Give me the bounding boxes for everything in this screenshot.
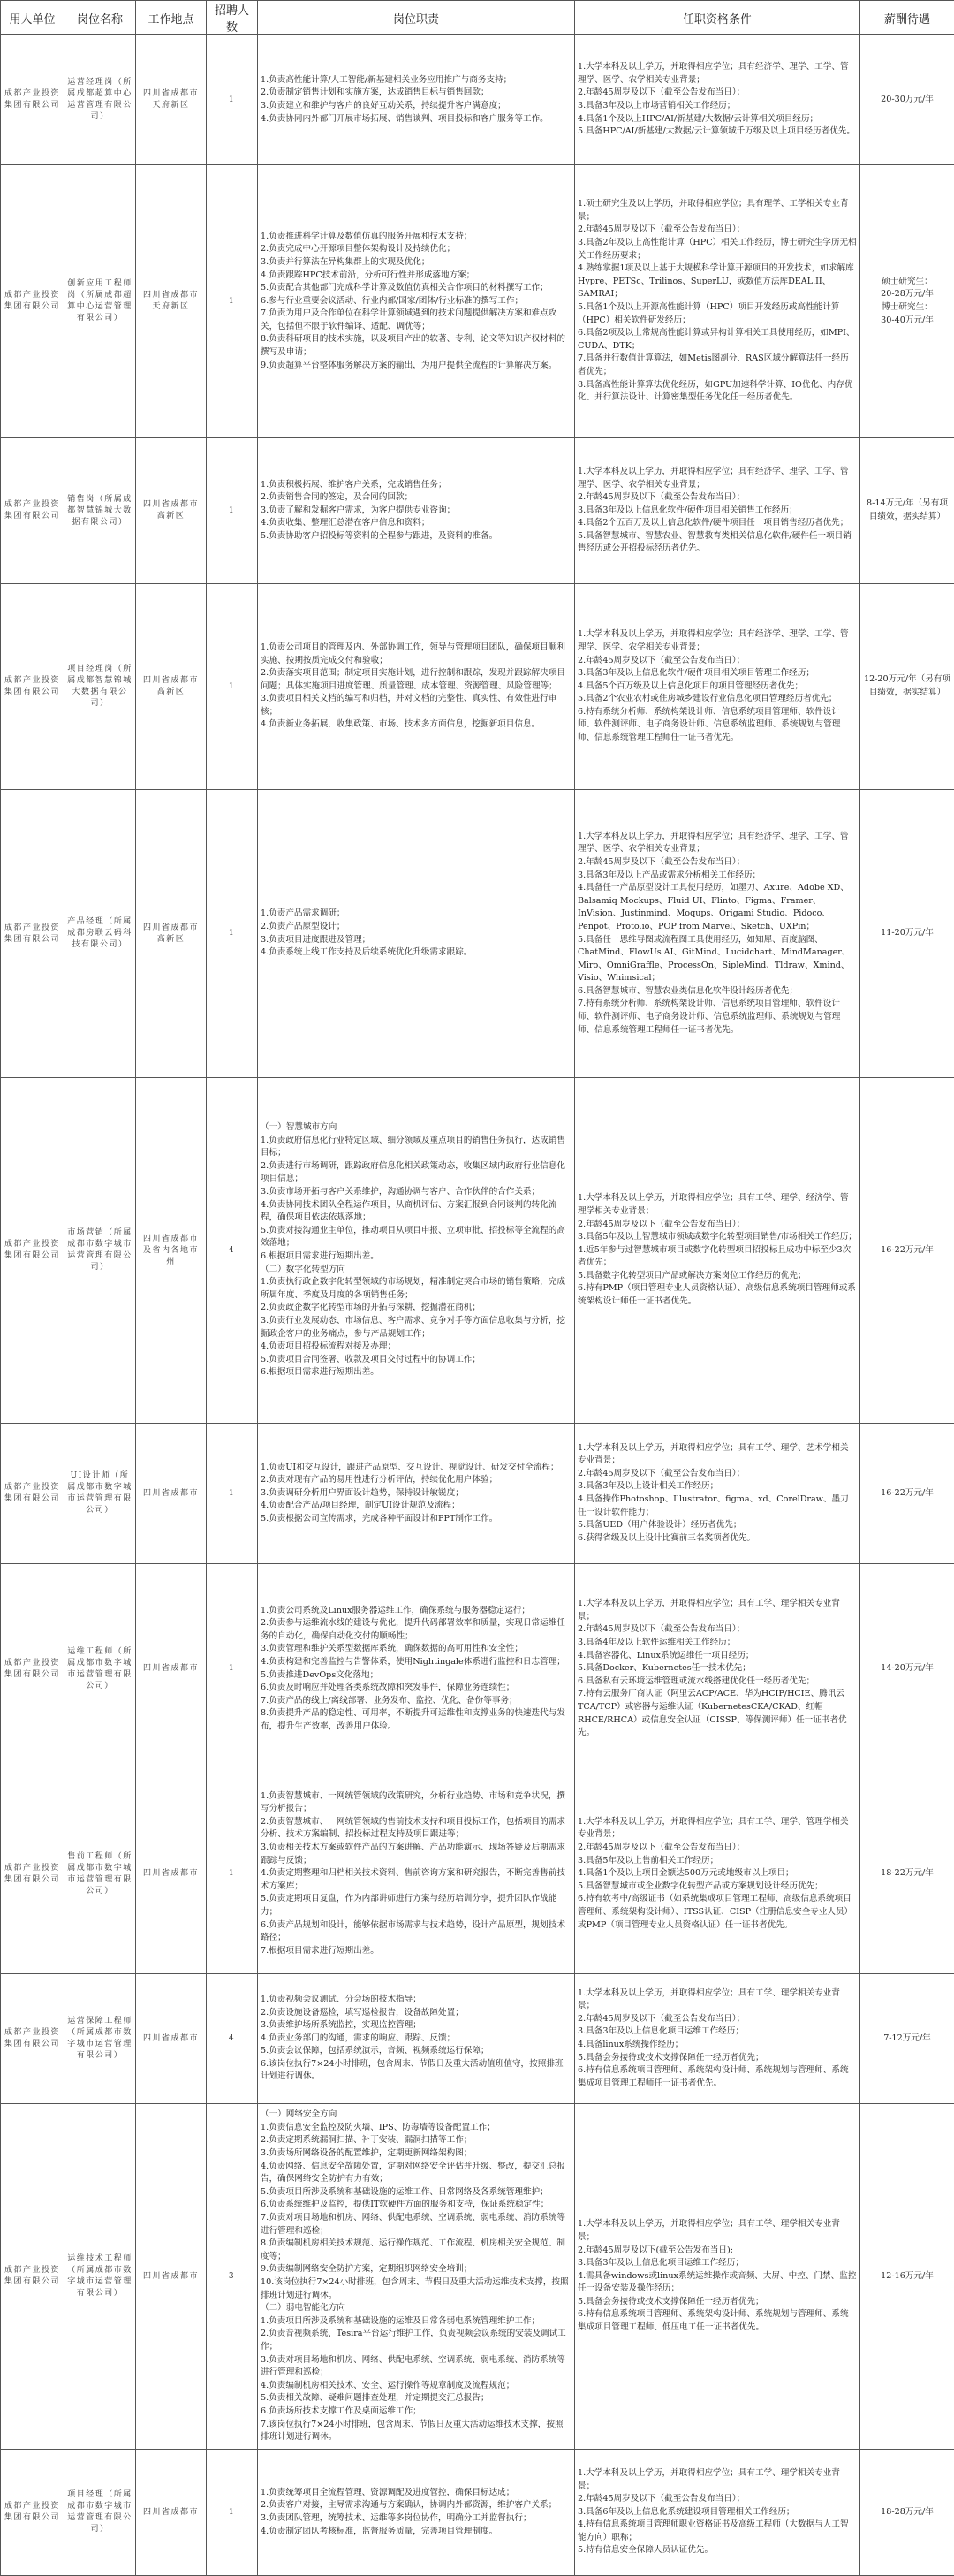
list-item: （二）数字化转型方向 bbox=[261, 1264, 572, 1277]
salary-cell bbox=[860, 438, 954, 584]
list-item: 6.负责及时响应并处理各类系统故障和突发事件，保障业务连续性； bbox=[261, 1682, 572, 1695]
salary-cell bbox=[860, 2104, 954, 2450]
list-item: 4.负责编制机房相关技术、安全、运行操作等规章制度及流程规范； bbox=[261, 2380, 572, 2393]
table-row bbox=[1, 35, 954, 165]
list-item: 1.大学本科及以上学历，并取得相应学位；具有工学、理学相关专业背景； bbox=[578, 1598, 857, 1623]
list-item: 1.硕士研究生及以上学历，并取得相应学位；具有理学、工学相关专业背景； bbox=[578, 198, 857, 224]
list-item: 2.年龄45周岁及以下（截至公告发布当日）； bbox=[578, 2013, 857, 2026]
list-item: 5.具备Docker、Kubernetes任一技术优先； bbox=[578, 1662, 857, 1676]
list-item: 4.负责制定团队考核标准，监督服务质量，完善项目管理制度。 bbox=[261, 2526, 572, 2539]
qualifications-cell bbox=[575, 1564, 860, 1774]
list-item: 1.负责信息安全监控及防火墙、IPS、防毒墙等设备配置工作； bbox=[261, 2122, 572, 2135]
list-item: 1.负责统筹项目全流程管理、资源调配及进度管控，确保目标达成； bbox=[261, 2487, 572, 2500]
count-cell: 1 bbox=[207, 1564, 258, 1774]
header-duties: 岗位职责 bbox=[258, 1, 575, 35]
position-cell: 创新应用工程师岗（所属成都超算中心运营管理有限公司） bbox=[64, 165, 136, 438]
list-item: 8.负责提升产品的稳定性、可用率，不断提升可运维性和支撑业务的快速迭代与发布，提升生产效率，改善用户体验。 bbox=[261, 1707, 572, 1733]
list-item: 1.负责公司项目的管理及内、外部协调工作，领导与管理项目团队，确保项目顺利实施、按期按质完成交付和验收； bbox=[261, 642, 572, 667]
list-item: 5.具备2个农业农村或住房城乡建设行业信息化项目管理经历者优先； bbox=[578, 693, 857, 706]
salary-line: 12-16万元/年 bbox=[863, 2270, 951, 2283]
list-item: 2.年龄45周岁及以下（截至公告发布当日）； bbox=[578, 655, 857, 668]
salary-line: 18-22万元/年 bbox=[863, 1867, 951, 1881]
list-item: 6.持有信息系统项目管理师、系统架构设计师、系统规划与管理师、系统集成项目管理工程师、低压电工任一证书者优先。 bbox=[578, 2308, 857, 2334]
list-item: 1.负责产品需求调研； bbox=[261, 908, 572, 921]
list-item: 4.熟练掌握1项及以上基于大规模科学计算开源项目的开发技术，如求解库Hypre、PETSc、Trilinos、SuperLU，或数值方法库DEAL.II、SAMRAI； bbox=[578, 262, 857, 301]
list-item: 3.负责项目进度跟进及管理； bbox=[261, 934, 572, 947]
table-row bbox=[1, 1078, 954, 1424]
list-item: 6.参与行业重要会议活动、行业内部/国家/团体/行业标准的撰写工作； bbox=[261, 295, 572, 308]
location-cell: 四川省成都市高新区 bbox=[136, 438, 207, 584]
list-item: 2.负责参与运维流水线的建设与优化，提升代码部署效率和质量，实现日常运维任务的自动化，确保自动化交付的顺畅性； bbox=[261, 1617, 572, 1643]
list-item: 5.负责项目合同签署、收款及项目交付过程中的协调工作； bbox=[261, 1354, 572, 1367]
list-item: 2.负责完成中心开源项目整体架构设计及持续优化； bbox=[261, 243, 572, 256]
list-item: 8.负责科研项目的技术实施，以及项目产出的软著、专利、论文等知识产权材料的撰写及申请； bbox=[261, 333, 572, 359]
header-salary: 薪酬待遇 bbox=[860, 1, 954, 35]
table-row bbox=[1, 1974, 954, 2104]
list-item: 3.负责建立和维护与客户的良好互动关系，持续提升客户满意度； bbox=[261, 100, 572, 113]
table-row bbox=[1, 1424, 954, 1564]
position-cell: 市场营销（所属成都市数字城市运营管理有限公司） bbox=[64, 1078, 136, 1424]
list-item: 1.负责高性能计算/人工智能/新基建相关业务应用推广与商务支持； bbox=[261, 74, 572, 87]
list-item: 3.具备3年及以上信息化软件/硬件项目相关项目管理工作经历； bbox=[578, 667, 857, 680]
unit-cell: 成都产业投资集团有限公司 bbox=[1, 2450, 64, 2576]
unit-cell: 成都产业投资集团有限公司 bbox=[1, 584, 64, 790]
salary-cell bbox=[860, 584, 954, 790]
list-item: 3.具备3年及以上产品或需求分析相关工作经历； bbox=[578, 870, 857, 883]
list-item: 2.年龄45周岁及以下（截至公告发布当日）； bbox=[578, 2493, 857, 2506]
position-cell: UI设计师（所属成都市数字城市运营管理有限公司） bbox=[64, 1424, 136, 1564]
header-location: 工作地点 bbox=[136, 1, 207, 35]
list-item: 2.负责智慧城市、一网统管领域的售前技术支持和项目投标工作，包括项目的需求分析、技术方案编制、招投标过程支持及项目跟进等； bbox=[261, 1816, 572, 1842]
salary-line: 18-28万元/年 bbox=[863, 2506, 951, 2519]
unit-cell: 成都产业投资集团有限公司 bbox=[1, 2104, 64, 2450]
list-item: 4.负责网络、信息安全故障处置，定期对网络安全评估并升级、整改，提交汇总报告，确保网络安全防护有力有效； bbox=[261, 2161, 572, 2186]
list-item: 1.负责UI和交互设计，跟进产品原型、交互设计、视觉设计、研发交付全流程； bbox=[261, 1462, 572, 1475]
list-item: 3.负责场所网络设备的配置维护，定期更新网络架构图； bbox=[261, 2147, 572, 2161]
list-item: 1.大学本科及以上学历，并取得相应学位；具有工学、理学、艺术学相关专业背景； bbox=[578, 1442, 857, 1468]
list-item: 3.负责并行算法在异构集群上的实现及优化； bbox=[261, 256, 572, 270]
table-header-row bbox=[1, 1, 954, 35]
list-item: 5.具备智慧城市、智慧农业、智慧教育类相关信息化软件/硬件任一项目销售经历或公开招投标经历者优先。 bbox=[578, 530, 857, 556]
list-item: 5.具备任一思维导图或流程图工具使用经历，如知犀、百度脑图、ChatMind、FlowUs AI、GitMind、Lucidchart、MindManager、Miro、OmniGraffle、ProcessOn、SipleMind、Tldraw、Xmind、Visio、Whimsical； bbox=[578, 934, 857, 985]
list-item: 7.持有系统分析师、系统构架设计师、信息系统项目管理师、软件设计师、软件测评师、电子商务设计师、信息系统监理师、系统规划与管理师、信息系统管理工程师任一证书者优先。 bbox=[578, 998, 857, 1037]
salary-cell bbox=[860, 35, 954, 165]
list-item: 1.大学本科及以上学历，并取得相应学位；具有经济学、理学、工学、管理学、医学、农学相关专业背景； bbox=[578, 628, 857, 654]
list-item: 3.具备2年及以上高性能计算（HPC）相关工作经历，博士研究生学历无相关工作经历要求； bbox=[578, 237, 857, 262]
list-item: 6.负责产品规划和设计，能够依据市场需求与技术趋势，设计产品原型，规划技术路径； bbox=[261, 1919, 572, 1945]
salary-cell bbox=[860, 790, 954, 1078]
salary-cell bbox=[860, 1774, 954, 1974]
list-item: 4.负责项目招投标流程对接及办理； bbox=[261, 1341, 572, 1354]
list-item: 5.负责项目所涉及系统和基础设施的运维工作、日常网络及各系统管理维护； bbox=[261, 2186, 572, 2200]
salary-cell bbox=[860, 165, 954, 438]
list-item: 6.根据项目需求进行短期出差。 bbox=[261, 1366, 572, 1379]
list-item: 6.具备2项及以上常规高性能计算或异构计算相关工具使用经历，如MPI、CUDA、DTK； bbox=[578, 327, 857, 353]
list-item: 1.负责公司系统及Linux服务器运维工作，确保系统与服务器稳定运行； bbox=[261, 1605, 572, 1618]
list-item: 6.负责系统维护及监控，提供IT软硬件方面的服务和支持，保证系统稳定性； bbox=[261, 2199, 572, 2212]
location-cell: 四川省成都市高新区 bbox=[136, 584, 207, 790]
list-item: 1.大学本科及以上学历，并取得相应学位；具有工学、理学相关专业背景； bbox=[578, 2218, 857, 2244]
list-item: 4.具备1个及以上HPC/AI/新基建/大数据/云计算相关项目经历； bbox=[578, 113, 857, 126]
list-item: 5.具备会务接待或技术支撑保障任一经历者优先； bbox=[578, 2052, 857, 2065]
list-item: 2.负责对现有产品的易用性进行分析评估，持续优化用户体验； bbox=[261, 1474, 572, 1487]
list-item: 4.负责系统上线工作支持及后续系统优化升级需求跟踪。 bbox=[261, 946, 572, 960]
unit-cell: 成都产业投资集团有限公司 bbox=[1, 790, 64, 1078]
position-cell: 产品经理（所属成都房联云码科技有限公司） bbox=[64, 790, 136, 1078]
table-row bbox=[1, 1774, 954, 1974]
list-item: 9.负责编制网络安全防护方案，定期组织网络安全培训； bbox=[261, 2263, 572, 2276]
list-item: 5.具备智慧城市或企业数字化转型产品或方案规划设计经历优先； bbox=[578, 1881, 857, 1894]
count-cell: 1 bbox=[207, 35, 258, 165]
list-item: 4.具备任一产品原型设计工具使用经历，如墨刀、Axure、Adobe XD、Balsamiq Mockups、Fluid UI、Flinto、Figma、Framer、InVision、Justinmind、Moqups、Origami Studio、Pidoco、Penpot、Proto.io、POP from Marvel、Sketch、UXPin； bbox=[578, 882, 857, 933]
count-cell: 1 bbox=[207, 438, 258, 584]
list-item: 4.负责构建和完善监控与告警体系，使用Nightingale体系进行监控和日志管理； bbox=[261, 1656, 572, 1669]
qualifications-cell bbox=[575, 438, 860, 584]
list-item: 6.持有PMP（项目管理专业人员资格认证）、高级信息系统项目管理师或系统架构设计师任一证书者优先。 bbox=[578, 1282, 857, 1308]
qualifications-cell bbox=[575, 790, 860, 1078]
list-item: 2.年龄45周岁及以下（截至公告发布当日）； bbox=[578, 1219, 857, 1232]
list-item: 3.具备3年及以上市场营销相关工作经历； bbox=[578, 100, 857, 113]
list-item: 3.具备6年及以上信息化系统建设项目管理相关工作经历； bbox=[578, 2506, 857, 2519]
duties-cell bbox=[258, 584, 575, 790]
list-item: 6.获得省级及以上设计比赛前三名奖项者优先。 bbox=[578, 1532, 857, 1546]
list-item: 6.具备智慧城市、智慧农业类信息化软件设计经历者优先； bbox=[578, 985, 857, 999]
list-item: 1.大学本科及以上学历，并取得相应学位；具有经济学、理学、工学、管理学、医学、农学相关专业背景； bbox=[578, 831, 857, 856]
list-item: 1.负责政府信息化行业特定区域、细分领域及重点项目的销售任务执行，达成销售目标； bbox=[261, 1135, 572, 1160]
list-item: 4.具备操作Photoshop、Illustrator、figma、xd、CorelDraw、墨刀任一设计软件能力； bbox=[578, 1493, 857, 1519]
count-cell: 4 bbox=[207, 1078, 258, 1424]
location-cell: 四川省成都市天府新区 bbox=[136, 165, 207, 438]
list-item: 2.负责定期系统漏洞扫描、补丁安装、漏洞扫描等工作； bbox=[261, 2134, 572, 2147]
salary-cell bbox=[860, 1564, 954, 1774]
location-cell: 四川省成都市 bbox=[136, 1424, 207, 1564]
list-item: 7.该岗位执行7×24小时排班，包含周末、节假日及重大活动运维技术支撑，按照排班计划进行调休。 bbox=[261, 2419, 572, 2444]
list-item: 1.负责推进科学计算及数值仿真的服务开展和技术支持； bbox=[261, 231, 572, 244]
list-item: 1.大学本科及以上学历，并取得相应学位；具有经济学、理学、工学、管理学、医学、农学相关专业背景； bbox=[578, 466, 857, 491]
location-cell: 四川省成都市天府新区 bbox=[136, 35, 207, 165]
unit-cell: 成都产业投资集团有限公司 bbox=[1, 438, 64, 584]
list-item: 2.负责进行市场调研，跟踪政府信息化相关政策动态，收集区域内政府行业信息化项目信息； bbox=[261, 1160, 572, 1186]
list-item: 4.负责跟踪HPC技术前沿，分析可行性并形成落地方案； bbox=[261, 270, 572, 283]
location-cell: 四川省成都市 bbox=[136, 1564, 207, 1774]
list-item: 7.负责为用户及合作单位在科学计算领域遇到的技术问题提供解决方案和难点攻关，包括但不限于软件编译、适配、调优等； bbox=[261, 308, 572, 333]
list-item: 4.具备2个五百万及以上信息化软件/硬件项目任一项目销售经历者优先； bbox=[578, 517, 857, 530]
salary-line: 硕士研究生： bbox=[863, 276, 951, 289]
qualifications-cell bbox=[575, 2104, 860, 2450]
count-cell: 1 bbox=[207, 584, 258, 790]
list-item: 2.年龄45周岁及以下（截至公告发布当日）； bbox=[578, 1842, 857, 1855]
unit-cell: 成都产业投资集团有限公司 bbox=[1, 165, 64, 438]
list-item: 3.具备5年及以上售前相关工作经历； bbox=[578, 1855, 857, 1868]
salary-line: 20-30万元/年 bbox=[863, 94, 951, 107]
list-item: 2.年龄45周岁及以下（截至公告发布当日）； bbox=[578, 856, 857, 870]
list-item: 4.具备5个百万级及以上信息化项目的项目管理经历者优先； bbox=[578, 680, 857, 694]
unit-cell: 成都产业投资集团有限公司 bbox=[1, 1774, 64, 1974]
list-item: 2.年龄45周岁及以下(截至公告发布当日); bbox=[578, 2245, 857, 2258]
list-item: 7.负责对项目场地和机房、网络、供配电系统、空调系统、弱电系统、消防系统等进行管理和巡检； bbox=[261, 2212, 572, 2238]
salary-line: 16-22万元/年 bbox=[863, 1487, 951, 1501]
list-item: 1.大学本科及以上学历，并取得相应学位；具有工学、理学、经济学、管理学相关专业背景； bbox=[578, 1192, 857, 1218]
position-cell: 售前工程师（所属成都市数字城市运营管理有限公司） bbox=[64, 1774, 136, 1974]
list-item: 1.负责积极拓展、维护客户关系，完成销售任务； bbox=[261, 479, 572, 492]
count-cell: 1 bbox=[207, 790, 258, 1078]
list-item: 2.负责设施设备巡检，填写巡检报告，设备故障处置； bbox=[261, 2007, 572, 2020]
duties-cell bbox=[258, 1078, 575, 1424]
qualifications-cell bbox=[575, 1774, 860, 1974]
count-cell: 1 bbox=[207, 165, 258, 438]
duties-cell bbox=[258, 1974, 575, 2104]
list-item: 5.具备UED（用户体验设计）经历者优先； bbox=[578, 1519, 857, 1532]
list-item: 4.负责收集、整理汇总潜在客户信息和资料； bbox=[261, 517, 572, 530]
list-item: 1.负责项目所涉及系统和基础设施的运维及日常各弱电系统管理维护工作； bbox=[261, 2315, 572, 2329]
list-item: 3.负责调研分析用户界面设计趋势，保持设计敏锐度； bbox=[261, 1487, 572, 1501]
list-item: 5.具备数字化转型项目产品或解决方案岗位工作经历的优先； bbox=[578, 1270, 857, 1283]
salary-cell bbox=[860, 2450, 954, 2576]
list-item: 2.年龄45周岁及以下（截至公告发布当日）； bbox=[578, 87, 857, 100]
location-cell: 四川省成都市 bbox=[136, 1974, 207, 2104]
list-item: 4.负责业务部门的沟通，需求的响应、跟踪、反馈； bbox=[261, 2033, 572, 2046]
list-item: 2.年龄45周岁及以下（截至公告发布当日）； bbox=[578, 224, 857, 237]
list-item: 8.负责编制机房相关技术规范、运行操作规范、工作流程、机房相关安全规范、制度等； bbox=[261, 2238, 572, 2263]
list-item: 4.具备容器化、Linux系统运维任一项目经历； bbox=[578, 1650, 857, 1663]
list-item: 4.负责协同内外部门开展市场拓展、销售谈判、项目投标和客户服务等工作。 bbox=[261, 113, 572, 126]
list-item: 5.持有信息安全保障人员认证优先。 bbox=[578, 2544, 857, 2557]
duties-cell bbox=[258, 790, 575, 1078]
table-row bbox=[1, 165, 954, 438]
list-item: 4.具备1个及以上项目金额达500万元或地级市以上项目； bbox=[578, 1867, 857, 1881]
list-item: 3.负责了解和发掘客户需求，为客户提供专业咨询； bbox=[261, 505, 572, 518]
salary-line: 30-40万元/年 bbox=[863, 315, 951, 328]
duties-cell bbox=[258, 2104, 575, 2450]
list-item: 3.负责维护场所系统监控，实现监控管理； bbox=[261, 2019, 572, 2033]
unit-cell: 成都产业投资集团有限公司 bbox=[1, 1564, 64, 1774]
salary-cell bbox=[860, 1078, 954, 1424]
list-item: 2.年龄45周岁及以下（截至公告发布当日）； bbox=[578, 1468, 857, 1481]
salary-line: 11-20万元/年 bbox=[863, 927, 951, 940]
table-row bbox=[1, 584, 954, 790]
duties-cell bbox=[258, 1774, 575, 1974]
unit-cell: 成都产业投资集团有限公司 bbox=[1, 1078, 64, 1424]
duties-cell bbox=[258, 35, 575, 165]
table-row bbox=[1, 2450, 954, 2576]
list-item: 3.具备3年及以上信息化项目运维工作经历； bbox=[578, 2025, 857, 2039]
duties-cell bbox=[258, 1424, 575, 1564]
header-position: 岗位名称 bbox=[64, 1, 136, 35]
position-cell: 运营保障工程师（所属成都市数字城市运营管理有限公司） bbox=[64, 1974, 136, 2104]
list-item: 3.负责行业发展动态、市场信息、客户需求、竞争对手等方面信息收集与分析，挖掘政企客户的业务痛点，参与产品规划工作； bbox=[261, 1315, 572, 1341]
list-item: 7.根据项目需求进行短期出差。 bbox=[261, 1945, 572, 1958]
list-item: 2.负责客户对接，主导需求沟通与方案确认，协调内外部资源，维护客户关系； bbox=[261, 2499, 572, 2512]
count-cell: 1 bbox=[207, 1424, 258, 1564]
list-item: 4.负责协同技术团队全程运作项目，从商机评估、方案汇报到合同谈判的转化流程，确保项目依法依规落地； bbox=[261, 1199, 572, 1225]
header-unit: 用人单位 bbox=[1, 1, 64, 35]
list-item: 5.具备会务接待或技术支撑保障任一经历者优先； bbox=[578, 2296, 857, 2309]
salary-line: 16-22万元/年 bbox=[863, 1244, 951, 1258]
list-item: 1.大学本科及以上学历，并取得相应学位；具有工学、理学相关专业背景； bbox=[578, 1987, 857, 2013]
salary-line: 12-20万元/年（另有项目绩效，据实结算） bbox=[863, 673, 951, 699]
list-item: 10.该岗位执行7×24小时排班，包含周末、节假日及重大活动运维技术支撑，按照排班计划进行调休。 bbox=[261, 2276, 572, 2302]
list-item: 5.负责相关故障、疑难问题排查处理，并定期提交汇总报告； bbox=[261, 2392, 572, 2405]
count-cell: 1 bbox=[207, 2450, 258, 2576]
position-cell: 运维工程师（所属成都市数字城市运营管理有限公司） bbox=[64, 1564, 136, 1774]
count-cell: 3 bbox=[207, 2104, 258, 2450]
list-item: 4.持有信息系统项目管理师职业资格证书及高级工程师（大数据与人工智能方向）职称； bbox=[578, 2519, 857, 2544]
list-item: 6.该岗位执行7×24小时排班，包含周末、节假日及重大活动值班值守，按照排班计划进行调休。 bbox=[261, 2058, 572, 2084]
header-count: 招聘人数 bbox=[207, 1, 258, 35]
duties-cell bbox=[258, 438, 575, 584]
list-item: 4.负责定期整理和归档相关技术资料、售前咨询方案和研究报告，不断完善售前技术方案库； bbox=[261, 1867, 572, 1893]
list-item: 6.持有信息系统项目管理师、系统架构设计师、系统规划与管理师、系统集成项目管理工程师任一证书者优先。 bbox=[578, 2064, 857, 2090]
list-item: 5.负责推进DevOps文化落地； bbox=[261, 1669, 572, 1683]
location-cell: 四川省成都市 bbox=[136, 2450, 207, 2576]
list-item: （一）智慧城市方向 bbox=[261, 1121, 572, 1135]
list-item: 9.负责超算平台整体服务解决方案的输出，为用户提供全流程的计算解决方案。 bbox=[261, 360, 572, 373]
salary-cell bbox=[860, 1974, 954, 2104]
list-item: 7.负责产品的线上/离线部署、业务发布、监控、优化、备份等事务； bbox=[261, 1695, 572, 1708]
header-qualifications: 任职资格条件 bbox=[575, 1, 860, 35]
position-cell: 项目经理岗（所属成都智慧锦城大数据有限公司） bbox=[64, 584, 136, 790]
table-row bbox=[1, 2104, 954, 2450]
list-item: 5.具备HPC/AI/新基建/大数据/云计算领域千万级及以上项目经历者优先。 bbox=[578, 125, 857, 139]
list-item: 3.负责项目相关文档的编写和归档，并对文档的完整性、真实性、有效性进行审核； bbox=[261, 693, 572, 718]
list-item: 1.大学本科及以上学历，并取得相应学位；具有工学、理学、管理学相关专业背景； bbox=[578, 1816, 857, 1842]
table-row bbox=[1, 1564, 954, 1774]
list-item: 1.负责智慧城市、一网统管领域的政策研究，分析行业趋势、市场和竞争状况，撰写分析报告； bbox=[261, 1790, 572, 1816]
list-item: 3.具备5年及以上智慧城市领域或数字化转型项目销售/市场相关工作经历； bbox=[578, 1231, 857, 1244]
list-item: 6.具备私有云环境运维管理或流水线搭建优化任一经历者优先； bbox=[578, 1676, 857, 1689]
salary-cell bbox=[860, 1424, 954, 1564]
duties-cell bbox=[258, 2450, 575, 2576]
list-item: 2.负责产品原型设计； bbox=[261, 921, 572, 934]
qualifications-cell bbox=[575, 165, 860, 438]
list-item: 3.具备3年及以上信息化软件/硬件项目相关销售工作经历； bbox=[578, 505, 857, 518]
list-item: 3.负责团队管理，统筹技术、运维等多岗位协作，明确分工并监督执行； bbox=[261, 2512, 572, 2526]
list-item: 6.持有软考中/高级证书（如系统集成项目管理工程师、高级信息系统项目管理师、系统架构设计师）、ITSS认证、CISP（注册信息安全专业人员）或PMP（项目管理专业人员资格认证）任一证书者优先。 bbox=[578, 1893, 857, 1932]
list-item: 5.负责定期项目复盘，作为内部讲师进行方案与经历培训分享，提升团队作战能力； bbox=[261, 1893, 572, 1919]
location-cell: 四川省成都市 bbox=[136, 1774, 207, 1974]
list-item: 3.负责相关技术方案或软件产品的方案讲解、产品功能演示、现场答疑及后期需求跟踪与反馈； bbox=[261, 1842, 572, 1867]
position-cell: 运维技术工程师（所属成都市数字城市运营管理有限公司） bbox=[64, 2104, 136, 2450]
list-item: 4.负责新业务拓展，收集政策、市场、技术多方面信息，挖掘新项目信息。 bbox=[261, 718, 572, 732]
count-cell: 4 bbox=[207, 1974, 258, 2104]
unit-cell: 成都产业投资集团有限公司 bbox=[1, 1974, 64, 2104]
location-cell: 四川省成都市 bbox=[136, 2104, 207, 2450]
list-item: 7.持有云服务厂商认证（阿里云ACP/ACE、华为HCIP/HCIE、腾讯云TCA/TCP）或容器与运维认证（KubernetesCKA/CKAD、红帽RHCE/RHCA）或信息安全认证（CISSP、等保测评师）任一证书者优先。 bbox=[578, 1688, 857, 1739]
list-item: 1.负责视频会议测试、分会场的技术指导； bbox=[261, 1994, 572, 2007]
salary-line: 20-28万元/年 bbox=[863, 288, 951, 301]
location-cell: 四川省成都市高新区 bbox=[136, 790, 207, 1078]
list-item: 3.具备3年及以上信息化项目运维工作经历； bbox=[578, 2257, 857, 2270]
list-item: 3.负责管理和维护关系型数据库系统，确保数据的高可用性和安全性； bbox=[261, 1643, 572, 1656]
unit-cell: 成都产业投资集团有限公司 bbox=[1, 35, 64, 165]
list-item: 5.负责对接沟通业主单位，推动项目从项目申报、立项审批、招投标等全流程的高效落地； bbox=[261, 1225, 572, 1250]
list-item: 2.年龄45周岁及以下（截至公告发布当日）； bbox=[578, 1623, 857, 1637]
list-item: 4.具备linux系统操作经历； bbox=[578, 2039, 857, 2052]
list-item: 5.负责根据公司宣传需求，完成各种平面设计和PPT制作工作。 bbox=[261, 1513, 572, 1526]
list-item: 2.负责音视频系统、Tesira平台运行维护工作，负责视频会议系统的安装及调试工作； bbox=[261, 2328, 572, 2353]
list-item: 2.负责销售合同的签定，及合同的回款； bbox=[261, 491, 572, 505]
list-item: 6.负责场所技术支撑工作及桌面运维工作； bbox=[261, 2405, 572, 2419]
table-row bbox=[1, 790, 954, 1078]
list-item: 3.具备3年及以上设计相关工作经历； bbox=[578, 1480, 857, 1493]
position-cell: 销售岗（所属成都智慧锦城大数据有限公司） bbox=[64, 438, 136, 584]
position-cell: 项目经理（所属成都市数字城市运营管理有限公司） bbox=[64, 2450, 136, 2576]
list-item: （二）弱电智能化方向 bbox=[261, 2302, 572, 2315]
list-item: 5.具备1个及以上开源高性能计算（HPC）项目开发经历或高性能计算（HPC）相关软件研发经历； bbox=[578, 301, 857, 327]
list-item: 4.需具备windows或linux系统运维操作或音频、大屏、中控、门禁、监控任一设备安装及操作经历； bbox=[578, 2270, 857, 2296]
position-cell: 运营经理岗（所属成都超算中心运营管理有限公司） bbox=[64, 35, 136, 165]
list-item: 4.负责配合产品/项目经理，制定UI设计规范及流程； bbox=[261, 1500, 572, 1513]
list-item: 3.具备4年及以上软件运维相关工作经历； bbox=[578, 1637, 857, 1650]
list-item: 5.负责协助客户招投标等资料的全程参与跟进，及资料的准备。 bbox=[261, 530, 572, 543]
list-item: 2.负责落实项目范围；制定项目实施计划，进行控制和跟踪，发现并跟踪解决项目问题；具体实施项目进度管理、质量管理、成本管理、资源管理、风险管理等； bbox=[261, 667, 572, 693]
list-item: 5.负责会议保障，包括系统演示，音频、视频系统运行保障； bbox=[261, 2045, 572, 2058]
location-cell: 四川省成都市及省内各地市州 bbox=[136, 1078, 207, 1424]
qualifications-cell bbox=[575, 1424, 860, 1564]
salary-line: 8-14万元/年（另有项目绩效，据实结算） bbox=[863, 498, 951, 523]
list-item: 3.负责对项目场地和机房、网络、供配电系统、空调系统、弱电系统、消防系统等进行管理和巡检； bbox=[261, 2354, 572, 2380]
duties-cell bbox=[258, 1564, 575, 1774]
qualifications-cell bbox=[575, 584, 860, 790]
list-item: 1.负责执行政企数字化转型领域的市场规划，精准制定契合市场的销售策略，完成所属年度、季度及月度的各项销售任务； bbox=[261, 1276, 572, 1302]
list-item: 1.大学本科及以上学历，并取得相应学位；具有工学、理学相关专业背景； bbox=[578, 2467, 857, 2493]
unit-cell: 成都产业投资集团有限公司 bbox=[1, 1424, 64, 1564]
list-item: 3.负责市场开拓与客户关系维护，沟通协调与客户、合作伙伴的合作关系； bbox=[261, 1186, 572, 1199]
list-item: 1.大学本科及以上学历，并取得相应学位；具有经济学、理学、工学、管理学、医学、农学相关专业背景； bbox=[578, 61, 857, 87]
qualifications-cell bbox=[575, 1974, 860, 2104]
qualifications-cell bbox=[575, 35, 860, 165]
count-cell: 1 bbox=[207, 1774, 258, 1974]
list-item: 6.根据项目需求进行短期出差。 bbox=[261, 1250, 572, 1264]
list-item: （一）网络安全方向 bbox=[261, 2109, 572, 2122]
list-item: 2.负责制定销售计划和实施方案，达成销售目标与销售回款； bbox=[261, 87, 572, 100]
qualifications-cell bbox=[575, 1078, 860, 1424]
list-item: 2.负责政企数字化转型市场的开拓与深耕，挖掘潜在商机； bbox=[261, 1302, 572, 1315]
duties-cell bbox=[258, 165, 575, 438]
qualifications-cell bbox=[575, 2450, 860, 2576]
list-item: 5.负责配合其他部门完成科学计算及数值仿真相关合作项目的材料撰写工作； bbox=[261, 282, 572, 295]
salary-line: 14-20万元/年 bbox=[863, 1662, 951, 1676]
salary-line: 博士研究生： bbox=[863, 301, 951, 315]
salary-line: 7-12万元/年 bbox=[863, 2033, 951, 2046]
table-row bbox=[1, 438, 954, 584]
list-item: 7.具备并行数值计算算法，如Metis图剖分、RAS区域分解算法任一经历者优先； bbox=[578, 353, 857, 378]
list-item: 2.年龄45周岁及以下（截至公告发布当日）； bbox=[578, 491, 857, 505]
list-item: 8.具备高性能计算算法优化经历，如GPU加速科学计算、IO优化、内存优化、并行算法设计、计算密集型任务优化任一经历者优先。 bbox=[578, 379, 857, 405]
list-item: 6.持有系统分析师、系统构架设计师、信息系统项目管理师、软件设计师、软件测评师、电子商务设计师、信息系统监理师、系统规划与管理师、信息系统管理工程师任一证书者优先。 bbox=[578, 706, 857, 745]
list-item: 4.近5年参与过智慧城市项目或数字化转型项目招投标且成功中标至少3次者优先； bbox=[578, 1244, 857, 1270]
